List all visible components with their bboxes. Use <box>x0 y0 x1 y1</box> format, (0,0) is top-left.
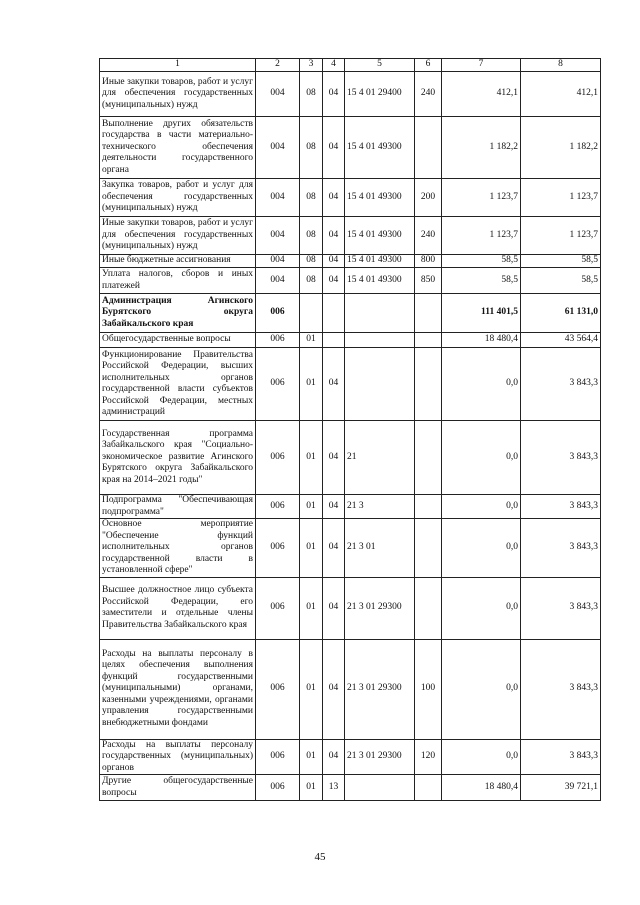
row-name: Иные закупки товаров, работ и услуг для обеспечения государственных (муниципальных) нужд <box>100 217 256 255</box>
row-name: Иные закупки товаров, работ и услуг для обеспечения государственных (муниципальных) нужд <box>100 72 256 117</box>
table-row <box>100 217 601 255</box>
row-name: Иные бюджетные ассигнования <box>100 255 256 268</box>
subsection-code <box>323 333 345 348</box>
section-code: 08 <box>300 255 323 268</box>
subsection-code: 04 <box>323 217 345 255</box>
expense-type-code: 800 <box>415 255 442 268</box>
expense-type-code: 240 <box>415 217 442 255</box>
expense-type-code <box>415 577 442 639</box>
row-name: Высшее должностное лицо субъекта Российской Федерации, его заместители и отдельные члены Правительства Забайкальского края <box>100 577 256 639</box>
target-article-code: 15 4 01 49300 <box>345 117 415 179</box>
amount-col8: 3 843,3 <box>521 739 601 775</box>
target-article-code: 21 3 01 29300 <box>345 739 415 775</box>
amount-col7: 412,1 <box>442 72 521 117</box>
ministry-code: 004 <box>256 255 300 268</box>
column-header: 6 <box>415 59 442 72</box>
table-row <box>100 775 601 801</box>
target-article-code: 15 4 01 49300 <box>345 179 415 217</box>
table-row <box>100 179 601 217</box>
expense-type-code: 120 <box>415 739 442 775</box>
amount-col7: 58,5 <box>442 268 521 294</box>
table-row <box>100 421 601 495</box>
row-name: Основное мероприятие "Обеспечение функций исполнительных органов государственной власти в установленной сфере" <box>100 519 256 578</box>
target-article-code: 21 <box>345 421 415 495</box>
target-article-code: 21 3 01 29300 <box>345 577 415 639</box>
expense-type-code <box>415 117 442 179</box>
amount-col7: 1 182,2 <box>442 117 521 179</box>
section-code: 08 <box>300 179 323 217</box>
amount-col8: 39 721,1 <box>521 775 601 801</box>
section-code: 01 <box>300 775 323 801</box>
subsection-code: 04 <box>323 639 345 739</box>
row-name: Уплата налогов, сборов и иных платежей <box>100 268 256 294</box>
ministry-code: 004 <box>256 72 300 117</box>
ministry-code: 006 <box>256 294 300 333</box>
subsection-code: 04 <box>323 421 345 495</box>
ministry-code: 006 <box>256 495 300 519</box>
table-row <box>100 72 601 117</box>
section-code: 08 <box>300 72 323 117</box>
subsection-code: 04 <box>323 495 345 519</box>
amount-col8: 3 843,3 <box>521 519 601 578</box>
expense-type-code <box>415 348 442 421</box>
amount-col8: 412,1 <box>521 72 601 117</box>
amount-col8: 3 843,3 <box>521 348 601 421</box>
table-row <box>100 117 601 179</box>
target-article-code <box>345 775 415 801</box>
table-row <box>100 255 601 268</box>
expense-type-code <box>415 333 442 348</box>
expense-type-code <box>415 519 442 578</box>
section-code: 01 <box>300 421 323 495</box>
target-article-code <box>345 333 415 348</box>
amount-col7: 0,0 <box>442 348 521 421</box>
subsection-code: 04 <box>323 268 345 294</box>
ministry-code: 004 <box>256 217 300 255</box>
subsection-code: 04 <box>323 179 345 217</box>
amount-col8: 58,5 <box>521 255 601 268</box>
target-article-code: 21 3 01 <box>345 519 415 578</box>
ministry-code: 006 <box>256 519 300 578</box>
page-number: 45 <box>314 851 326 863</box>
section-code: 01 <box>300 495 323 519</box>
section-code: 01 <box>300 739 323 775</box>
row-name: Государственная программа Забайкальского края "Социально-экономическое развитие Агинского Бурятского округа Забайкальского края на 2014–2021 годы" <box>100 421 256 495</box>
target-article-code: 15 4 01 49300 <box>345 217 415 255</box>
amount-col7: 0,0 <box>442 639 521 739</box>
section-code: 01 <box>300 348 323 421</box>
subsection-code <box>323 294 345 333</box>
subsection-code: 13 <box>323 775 345 801</box>
column-header: 4 <box>323 59 345 72</box>
subsection-code: 04 <box>323 117 345 179</box>
column-header: 7 <box>442 59 521 72</box>
subsection-code: 04 <box>323 519 345 578</box>
expense-type-code: 100 <box>415 639 442 739</box>
subsection-code: 04 <box>323 255 345 268</box>
target-article-code: 15 4 01 49300 <box>345 268 415 294</box>
target-article-code: 15 4 01 29400 <box>345 72 415 117</box>
expense-type-code: 200 <box>415 179 442 217</box>
ministry-code: 006 <box>256 333 300 348</box>
table-row <box>100 639 601 739</box>
expense-type-code <box>415 495 442 519</box>
amount-col8: 3 843,3 <box>521 639 601 739</box>
amount-col7: 18 480,4 <box>442 775 521 801</box>
amount-col8: 3 843,3 <box>521 577 601 639</box>
column-header: 1 <box>100 59 256 72</box>
amount-col8: 61 131,0 <box>521 294 601 333</box>
table-row <box>100 268 601 294</box>
ministry-code: 006 <box>256 639 300 739</box>
budget-table <box>99 58 601 801</box>
amount-col7: 0,0 <box>442 495 521 519</box>
subsection-code: 04 <box>323 72 345 117</box>
amount-col8: 43 564,4 <box>521 333 601 348</box>
row-name: Расходы на выплаты персоналу в целях обеспечения выполнения функций государственными (муниципальными) органами, казенными учреждениями, органами управления государственными внебюджетными фондами <box>100 639 256 739</box>
section-code: 01 <box>300 333 323 348</box>
section-code: 01 <box>300 639 323 739</box>
amount-col7: 1 123,7 <box>442 179 521 217</box>
expense-type-code <box>415 421 442 495</box>
expense-type-code: 850 <box>415 268 442 294</box>
amount-col7: 0,0 <box>442 577 521 639</box>
amount-col8: 58,5 <box>521 268 601 294</box>
section-code: 08 <box>300 217 323 255</box>
expense-type-code <box>415 775 442 801</box>
table-row <box>100 294 601 333</box>
table-header-row <box>100 59 601 72</box>
amount-col8: 1 182,2 <box>521 117 601 179</box>
section-code <box>300 294 323 333</box>
expense-type-code <box>415 294 442 333</box>
amount-col7: 0,0 <box>442 421 521 495</box>
row-name: Администрация Агинского Бурятского округа Забайкальского края <box>100 294 256 333</box>
row-name: Функционирование Правительства Российской Федерации, высших исполнительных органов государственной власти субъектов Российской Федерации, местных администраций <box>100 348 256 421</box>
ministry-code: 006 <box>256 421 300 495</box>
amount-col7: 58,5 <box>442 255 521 268</box>
row-name: Другие общегосударственные вопросы <box>100 775 256 801</box>
row-name: Закупка товаров, работ и услуг для обеспечения государственных (муниципальных) нужд <box>100 179 256 217</box>
column-header: 3 <box>300 59 323 72</box>
table-row <box>100 333 601 348</box>
ministry-code: 004 <box>256 268 300 294</box>
subsection-code: 04 <box>323 577 345 639</box>
amount-col7: 1 123,7 <box>442 217 521 255</box>
ministry-code: 006 <box>256 739 300 775</box>
ministry-code: 006 <box>256 348 300 421</box>
amount-col8: 1 123,7 <box>521 217 601 255</box>
target-article-code: 15 4 01 49300 <box>345 255 415 268</box>
target-article-code: 21 3 01 29300 <box>345 639 415 739</box>
column-header: 2 <box>256 59 300 72</box>
section-code: 08 <box>300 268 323 294</box>
table-row <box>100 348 601 421</box>
ministry-code: 006 <box>256 577 300 639</box>
amount-col7: 0,0 <box>442 519 521 578</box>
amount-col7: 18 480,4 <box>442 333 521 348</box>
amount-col8: 3 843,3 <box>521 495 601 519</box>
amount-col8: 3 843,3 <box>521 421 601 495</box>
table-row <box>100 739 601 775</box>
amount-col7: 0,0 <box>442 739 521 775</box>
ministry-code: 004 <box>256 179 300 217</box>
section-code: 01 <box>300 577 323 639</box>
target-article-code: 21 3 <box>345 495 415 519</box>
column-header: 5 <box>345 59 415 72</box>
subsection-code: 04 <box>323 739 345 775</box>
row-name: Расходы на выплаты персоналу государственных (муниципальных) органов <box>100 739 256 775</box>
row-name: Подпрограмма "Обеспечивающая подпрограмма" <box>100 495 256 519</box>
section-code: 08 <box>300 117 323 179</box>
column-header: 8 <box>521 59 601 72</box>
table-row <box>100 577 601 639</box>
amount-col7: 111 401,5 <box>442 294 521 333</box>
row-name: Выполнение других обязательств государства в части материально-технического обеспечения деятельности государственного органа <box>100 117 256 179</box>
row-name: Общегосударственные вопросы <box>100 333 256 348</box>
table-row <box>100 495 601 519</box>
target-article-code <box>345 294 415 333</box>
ministry-code: 006 <box>256 775 300 801</box>
target-article-code <box>345 348 415 421</box>
expense-type-code: 240 <box>415 72 442 117</box>
table-row <box>100 519 601 578</box>
subsection-code: 04 <box>323 348 345 421</box>
amount-col8: 1 123,7 <box>521 179 601 217</box>
section-code: 01 <box>300 519 323 578</box>
ministry-code: 004 <box>256 117 300 179</box>
